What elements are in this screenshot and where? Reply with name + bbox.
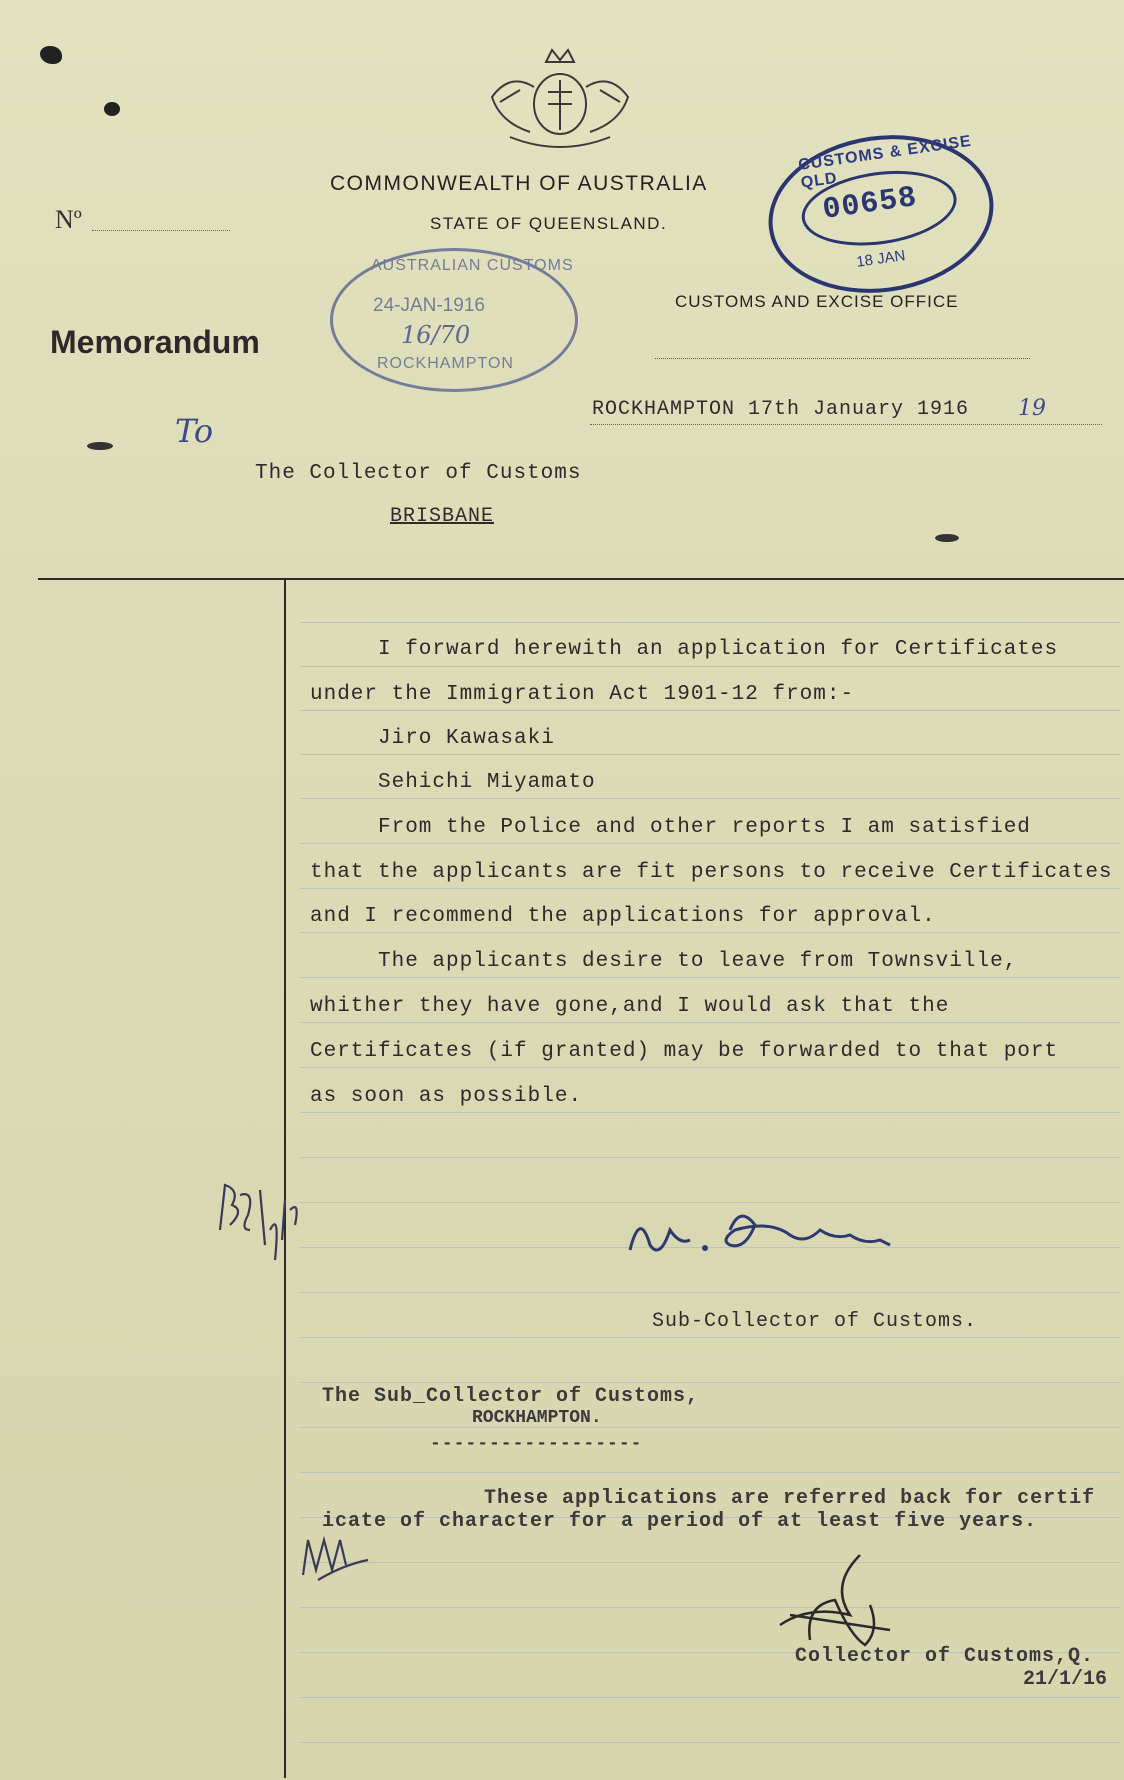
office-rule xyxy=(655,358,1030,359)
customs-excise-number: 00658 xyxy=(820,180,920,228)
customs-excise-date: 18 JAN xyxy=(855,247,907,271)
ruled-line xyxy=(300,888,1120,889)
margin-initials xyxy=(210,1170,305,1280)
date-rule xyxy=(590,424,1102,425)
to-label: To xyxy=(175,412,214,450)
reply-divider: ------------------ xyxy=(430,1434,643,1454)
ruled-line xyxy=(300,710,1120,711)
ruled-line xyxy=(300,1607,1120,1608)
ruled-line xyxy=(300,1022,1120,1023)
heading-commonwealth: COMMONWEALTH OF AUSTRALIA xyxy=(330,172,708,195)
australian-customs-stamp xyxy=(330,248,578,392)
customs-excise-stamp xyxy=(758,121,1004,307)
ruled-line xyxy=(300,1292,1120,1293)
ruled-line xyxy=(300,754,1120,755)
australian-customs-date: 24-JAN-1916 xyxy=(373,295,485,316)
ink-spot xyxy=(104,102,120,116)
ruled-line xyxy=(300,1427,1120,1428)
body-line: Jiro Kawasaki xyxy=(378,727,555,750)
reply-text-line2: icate of character for a period of at least five years. xyxy=(322,1510,1038,1533)
customs-excise-ring-text: CUSTOMS & EXCISE QLD xyxy=(797,132,973,192)
number-rule xyxy=(92,230,230,231)
ruled-line xyxy=(300,1697,1120,1698)
reply-initials xyxy=(298,1525,378,1585)
body-line: and I recommend the applications for approval. xyxy=(310,905,936,928)
sub-collector-signature xyxy=(620,1200,920,1270)
collector-title: Collector of Customs,Q. xyxy=(795,1645,1095,1668)
ruled-line xyxy=(300,1067,1120,1068)
ink-spot xyxy=(40,46,62,64)
body-line: Sehichi Miyamato xyxy=(378,771,596,794)
coat-of-arms-icon xyxy=(470,42,650,152)
ink-spot xyxy=(935,534,959,542)
addressee-line2: BRISBANE xyxy=(390,505,495,528)
australian-customs-ring-bottom: ROCKHAMPTON xyxy=(377,355,514,372)
australian-customs-ring-top: AUSTRALIAN CUSTOMS xyxy=(371,257,574,274)
top-frame-line xyxy=(38,578,1124,580)
ruled-line xyxy=(300,666,1120,667)
ruled-line xyxy=(300,1562,1120,1563)
body-line: as soon as possible. xyxy=(310,1085,583,1108)
memorandum-label: Memorandum xyxy=(50,324,260,360)
ruled-line xyxy=(300,843,1120,844)
ruled-line xyxy=(300,1112,1120,1113)
ruled-line xyxy=(300,1337,1120,1338)
ruled-line xyxy=(300,977,1120,978)
australian-customs-ref: 16/70 xyxy=(401,321,471,349)
body-line: whither they have gone,and I would ask that the xyxy=(310,995,950,1018)
ruled-line xyxy=(300,1472,1120,1473)
number-label: Nº xyxy=(55,205,82,234)
ruled-line xyxy=(300,932,1120,933)
heading-state: STATE OF QUEENSLAND. xyxy=(430,214,668,233)
body-line: The applicants desire to leave from Townsville, xyxy=(378,950,1018,973)
body-line: under the Immigration Act 1901-12 from:- xyxy=(310,683,855,706)
addressee-line1: The Collector of Customs xyxy=(255,462,582,485)
body-line: From the Police and other reports I am satisfied xyxy=(378,816,1031,839)
sub-collector-title: Sub-Collector of Customs. xyxy=(652,1310,978,1333)
place-date: ROCKHAMPTON 17th January 1916 xyxy=(592,398,970,421)
body-line: I forward herewith an application for Certificates xyxy=(378,638,1059,661)
collector-date: 21/1/16 xyxy=(1023,1668,1108,1691)
ruled-line xyxy=(300,1157,1120,1158)
body-line: Certificates (if granted) may be forwarded to that port xyxy=(310,1040,1059,1063)
ruled-line xyxy=(300,1742,1120,1743)
office-label: CUSTOMS AND EXCISE OFFICE xyxy=(675,292,959,311)
ruled-line xyxy=(300,622,1120,623)
ruled-line xyxy=(300,798,1120,799)
ruled-line xyxy=(300,1382,1120,1383)
year-suffix: 19 xyxy=(1018,396,1046,421)
reply-text-line1: These applications are referred back for certif xyxy=(484,1487,1096,1510)
ink-spot xyxy=(87,442,113,450)
reply-to-line1: The Sub_Collector of Customs, xyxy=(322,1385,700,1408)
collector-signature xyxy=(770,1545,910,1655)
reply-to-line2: ROCKHAMPTON. xyxy=(472,1408,602,1428)
body-line: that the applicants are fit persons to receive Certificates xyxy=(310,861,1113,884)
